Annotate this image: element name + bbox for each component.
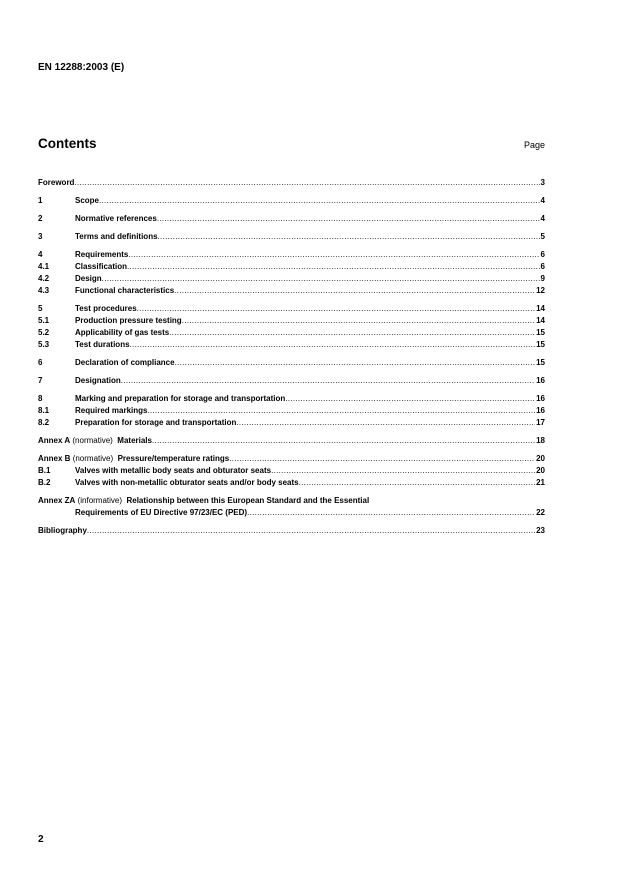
entry-title-continued: Requirements of EU Directive 97/23/EC (PED) xyxy=(75,508,248,517)
dot-leader xyxy=(169,327,535,339)
entry-page: 4 xyxy=(540,214,545,223)
toc-entry-continuation[interactable] xyxy=(38,507,545,519)
dot-leader xyxy=(102,273,540,285)
toc-entry[interactable] xyxy=(38,405,545,417)
toc-entry[interactable] xyxy=(38,249,545,261)
toc-group xyxy=(38,375,545,387)
section-number: 8.2 xyxy=(38,418,50,427)
toc-entry[interactable] xyxy=(38,285,545,297)
entry-title: Test durations xyxy=(75,340,130,349)
toc-entry[interactable] xyxy=(38,273,545,285)
entry-page: 4 xyxy=(540,196,545,205)
dot-leader xyxy=(174,285,535,297)
section-number: B.1 xyxy=(38,466,51,475)
page-column-label: Page xyxy=(523,140,545,150)
toc-group xyxy=(38,231,545,243)
section-number: 4.2 xyxy=(38,274,50,283)
toc-group xyxy=(38,249,545,297)
dot-leader xyxy=(130,339,536,351)
toc-group xyxy=(38,453,545,489)
document-id-header: EN 12288:2003 (E) xyxy=(38,62,125,73)
entry-page: 17 xyxy=(536,418,545,427)
toc-group xyxy=(38,177,545,189)
entry-page: 21 xyxy=(536,478,545,487)
entry-title: Production pressure testing xyxy=(75,316,182,325)
annex-label: Annex B xyxy=(38,454,71,463)
dot-leader xyxy=(74,177,539,189)
section-number: 5.3 xyxy=(38,340,50,349)
toc-entry[interactable] xyxy=(38,315,545,327)
entry-title: Test procedures xyxy=(75,304,137,313)
entry-page: 15 xyxy=(536,340,545,349)
entry-page: 6 xyxy=(540,262,545,271)
dot-leader xyxy=(121,375,535,387)
annex-type: (normative) xyxy=(72,454,114,463)
dot-leader xyxy=(157,213,540,225)
section-number: 8.1 xyxy=(38,406,50,415)
dot-leader xyxy=(87,525,535,537)
entry-page: 6 xyxy=(540,250,545,259)
entry-title: Classification xyxy=(75,262,128,271)
annex-label: Annex ZA xyxy=(38,496,76,505)
annex-label: Annex A xyxy=(38,436,71,445)
toc-entry[interactable] xyxy=(38,177,545,189)
toc-entry[interactable] xyxy=(38,195,545,207)
entry-page: 9 xyxy=(540,274,545,283)
toc-entry[interactable] xyxy=(38,375,545,387)
toc-group xyxy=(38,393,545,429)
entry-page: 14 xyxy=(536,304,545,313)
toc-entry[interactable] xyxy=(38,417,545,429)
entry-page: 16 xyxy=(536,394,545,403)
annex-type: (normative) xyxy=(72,436,113,445)
toc-group xyxy=(38,303,545,351)
dot-leader xyxy=(236,417,535,429)
section-number: 5.2 xyxy=(38,328,50,337)
section-number: 7 xyxy=(38,376,43,385)
toc-group xyxy=(38,525,545,537)
dot-leader xyxy=(99,195,540,207)
entry-page: 20 xyxy=(536,466,545,475)
entry-title: Terms and definitions xyxy=(75,232,158,241)
toc-entry[interactable] xyxy=(38,261,545,273)
entry-title: Applicability of gas tests xyxy=(75,328,170,337)
toc-group xyxy=(38,435,545,447)
dot-leader xyxy=(147,405,535,417)
entry-page: 3 xyxy=(540,178,545,187)
toc-entry[interactable] xyxy=(38,303,545,315)
entry-title: Preparation for storage and transportation xyxy=(75,418,237,427)
dot-leader xyxy=(152,435,535,447)
toc-entry[interactable] xyxy=(38,339,545,351)
entry-page: 18 xyxy=(536,436,545,445)
entry-title: Design xyxy=(75,274,102,283)
entry-page: 15 xyxy=(536,328,545,337)
toc-entry[interactable] xyxy=(38,453,545,465)
dot-leader xyxy=(299,477,535,489)
section-number: 5 xyxy=(38,304,43,313)
entry-title: Required markings xyxy=(75,406,148,415)
dot-leader xyxy=(137,303,535,315)
section-number: 2 xyxy=(38,214,43,223)
entry-title: Designation xyxy=(75,376,121,385)
toc-entry[interactable] xyxy=(38,393,545,405)
toc-entry[interactable] xyxy=(38,231,545,243)
toc-entry[interactable] xyxy=(38,435,545,447)
dot-leader xyxy=(128,249,539,261)
entry-title: Functional characteristics xyxy=(75,286,175,295)
entry-title: Materials xyxy=(117,436,152,445)
section-number: 4 xyxy=(38,250,43,259)
entry-page: 16 xyxy=(536,376,545,385)
toc-group xyxy=(38,213,545,225)
section-number: B.2 xyxy=(38,478,51,487)
entry-page: 23 xyxy=(536,526,545,535)
toc-entry[interactable] xyxy=(38,327,545,339)
dot-leader xyxy=(229,453,535,465)
entry-page: 15 xyxy=(536,358,545,367)
section-number: 5.1 xyxy=(38,316,50,325)
annex-type: (informative) xyxy=(77,496,123,505)
toc-entry[interactable] xyxy=(38,213,545,225)
contents-title: Contents xyxy=(38,136,97,151)
section-number: 4.1 xyxy=(38,262,50,271)
entry-title: Declaration of compliance xyxy=(75,358,175,367)
entry-page: 14 xyxy=(536,316,545,325)
entry-title: Scope xyxy=(75,196,100,205)
page-number: 2 xyxy=(38,834,44,845)
entry-page: 20 xyxy=(536,454,545,463)
entry-page: 5 xyxy=(540,232,545,241)
entry-title: Valves with non-metallic obturator seats and/or body seats xyxy=(75,478,299,487)
table-of-contents xyxy=(38,177,545,543)
entry-title: Normative references xyxy=(75,214,157,223)
dot-leader xyxy=(158,231,540,243)
toc-entry[interactable] xyxy=(38,477,545,489)
entry-page: 12 xyxy=(536,286,545,295)
entry-title: Requirements xyxy=(75,250,129,259)
toc-group xyxy=(38,357,545,369)
dot-leader xyxy=(247,507,535,519)
section-number: 4.3 xyxy=(38,286,50,295)
entry-title: Pressure/temperature ratings xyxy=(117,454,230,463)
entry-page: 16 xyxy=(536,406,545,415)
section-number: 3 xyxy=(38,232,43,241)
dot-leader xyxy=(175,357,536,369)
toc-entry[interactable] xyxy=(38,357,545,369)
entry-page: 22 xyxy=(536,508,545,517)
dot-leader xyxy=(271,465,535,477)
dot-leader xyxy=(127,261,540,273)
toc-entry[interactable] xyxy=(38,525,545,537)
entry-title: Relationship between this European Standard and the Essential xyxy=(126,496,370,505)
section-number: 6 xyxy=(38,358,43,367)
dot-leader xyxy=(182,315,535,327)
entry-title: Bibliography xyxy=(38,526,87,535)
dot-leader xyxy=(285,393,535,405)
toc-entry[interactable] xyxy=(38,495,545,507)
toc-group xyxy=(38,495,545,519)
section-number: 1 xyxy=(38,196,43,205)
entry-title: Marking and preparation for storage and transportation xyxy=(75,394,286,403)
toc-group xyxy=(38,195,545,207)
entry-title: Valves with metallic body seats and obturator seats xyxy=(75,466,272,475)
section-number: 8 xyxy=(38,394,43,403)
toc-entry[interactable] xyxy=(38,465,545,477)
entry-title: Foreword xyxy=(38,178,75,187)
